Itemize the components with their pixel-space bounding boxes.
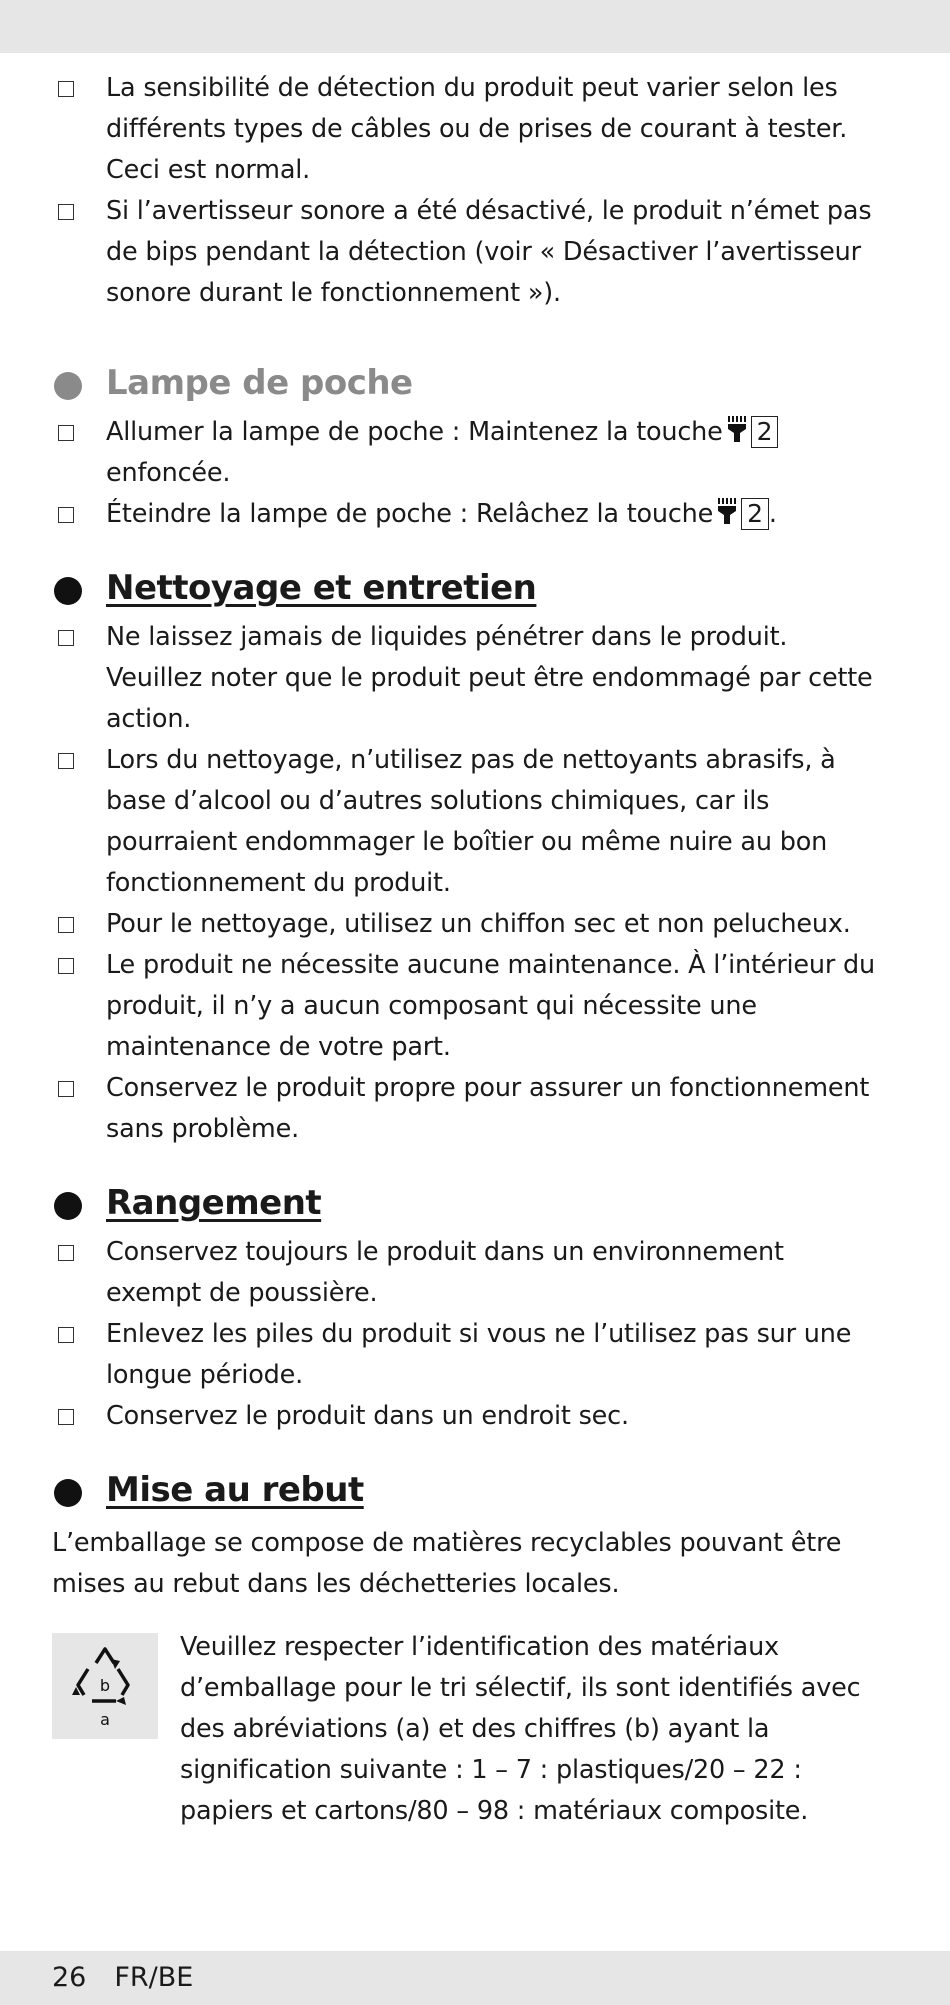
list-item-text: enfoncée. bbox=[106, 458, 231, 488]
page-content bbox=[52, 68, 882, 1827]
list-item bbox=[52, 1314, 882, 1396]
bullet-dot-icon bbox=[54, 577, 82, 605]
checkbox-icon bbox=[58, 425, 74, 441]
list-item-text: Ne laissez jamais de liquides pénétrer dans le produit. Veuillez noter que le produit peut être endommagé par cette action. bbox=[106, 622, 873, 734]
checkbox-icon bbox=[58, 1245, 74, 1261]
list-item bbox=[52, 1068, 882, 1150]
list-item bbox=[52, 740, 882, 904]
list-item bbox=[52, 617, 882, 740]
checkbox-icon bbox=[58, 1081, 74, 1097]
list-item-text: Conservez le produit propre pour assurer un fonctionnement sans problème. bbox=[106, 1073, 870, 1144]
list-item-text: Conservez toujours le produit dans un environnement exempt de poussière. bbox=[106, 1237, 784, 1308]
recycle-text: Veuillez respecter l’identification des matériaux d’emballage pour le tri sélectif, ils sont identifiés avec des abréviations (a) et des chiffres (b) ayant la signification suivante : 1 – 7 : plastiques/20 – 22 : papiers et cartons/80 – 98 : matériaux composite. bbox=[180, 1632, 861, 1826]
flashlight-icon bbox=[727, 415, 747, 443]
recycle-label-a: a bbox=[100, 1710, 110, 1729]
list-item bbox=[52, 945, 882, 1068]
checkbox-icon bbox=[58, 1327, 74, 1343]
list-item bbox=[52, 904, 882, 945]
flashlight-section bbox=[52, 362, 882, 535]
checkbox-icon bbox=[58, 958, 74, 974]
key-number-badge: 2 bbox=[751, 416, 779, 448]
recycle-block bbox=[52, 1627, 882, 1827]
checkbox-icon bbox=[58, 507, 74, 523]
bullet-dot-icon bbox=[54, 372, 82, 400]
key-number-badge: 2 bbox=[741, 498, 769, 530]
list-item-text: . bbox=[768, 499, 777, 529]
disposal-paragraph: L’emballage se compose de matières recyclables pouvant être mises au rebut dans les déchetteries locales. bbox=[52, 1528, 842, 1599]
cleaning-list bbox=[52, 617, 882, 1150]
list-item bbox=[52, 191, 882, 314]
checkbox-icon bbox=[58, 1409, 74, 1425]
list-item-text: Éteindre la lampe de poche : Relâchez la touche bbox=[106, 499, 714, 529]
checkbox-icon bbox=[58, 630, 74, 646]
section-heading: Mise au rebut bbox=[52, 1469, 882, 1511]
footer bbox=[52, 1962, 193, 1994]
list-item-text: La sensibilité de détection du produit peut varier selon les différents types de câbles ou de prises de courant à tester. Ceci est normal. bbox=[106, 73, 848, 185]
checkbox-icon bbox=[58, 204, 74, 220]
list-item-text: Enlevez les piles du produit si vous ne l’utilisez pas sur une longue période. bbox=[106, 1319, 852, 1390]
language-code: FR/BE bbox=[114, 1962, 194, 1993]
list-item-text: Si l’avertisseur sonore a été désactivé, le produit n’émet pas de bips pendant la détection (voir « Désactiver l’avertisseur sonore durant le fonctionnement »). bbox=[106, 196, 872, 308]
page-number: 26 bbox=[52, 1962, 87, 1993]
disposal-section bbox=[52, 1469, 882, 1827]
bullet-dot-icon bbox=[54, 1479, 82, 1507]
cleaning-section bbox=[52, 567, 882, 1150]
storage-list bbox=[52, 1232, 882, 1437]
list-item-text: Conservez le produit dans un endroit sec. bbox=[106, 1401, 629, 1431]
list-item-text: Le produit ne nécessite aucune maintenance. À l’intérieur du produit, il n’y a aucun composant qui nécessite une maintenance de votre part. bbox=[106, 950, 875, 1062]
flashlight-list bbox=[52, 412, 882, 535]
recycle-icon bbox=[52, 1633, 158, 1739]
list-item bbox=[52, 494, 882, 535]
list-item-text: Lors du nettoyage, n’utilisez pas de nettoyants abrasifs, à base d’alcool ou d’autres solutions chimiques, car ils pourraient endommager le boîtier ou même nuire au bon fonctionnement du produit. bbox=[106, 745, 836, 898]
flashlight-icon bbox=[717, 497, 737, 525]
recycle-label-b: b bbox=[99, 1676, 111, 1695]
checkbox-icon bbox=[58, 81, 74, 97]
top-band bbox=[0, 0, 950, 53]
intro-list bbox=[52, 68, 882, 314]
checkbox-icon bbox=[58, 753, 74, 769]
list-item bbox=[52, 68, 882, 191]
list-item-text: Allumer la lampe de poche : Maintenez la touche bbox=[106, 417, 723, 447]
section-heading: Lampe de poche bbox=[52, 362, 882, 404]
checkbox-icon bbox=[58, 917, 74, 933]
list-item bbox=[52, 412, 882, 494]
section-heading: Nettoyage et entretien bbox=[52, 567, 882, 609]
list-item bbox=[52, 1232, 882, 1314]
bullet-dot-icon bbox=[54, 1192, 82, 1220]
list-item bbox=[52, 1396, 882, 1437]
storage-section bbox=[52, 1182, 882, 1437]
section-heading: Rangement bbox=[52, 1182, 882, 1224]
list-item-text: Pour le nettoyage, utilisez un chiffon sec et non pelucheux. bbox=[106, 909, 851, 939]
